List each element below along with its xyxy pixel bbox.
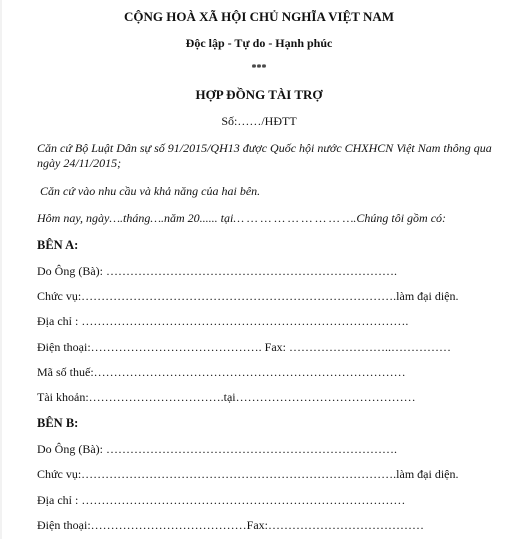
contract-number: Số:……/HĐTT: [221, 114, 297, 128]
country-heading: CỘNG HOÀ XÃ HỘI CHỦ NGHĨA VIỆT NAM: [123, 9, 395, 24]
party-a-phone: Điện thoại:……………………………………. Fax: ……………………..……………: [37, 340, 451, 354]
party-a-position: Chức vụ:…………………………………………………………………….làm đại diện.: [37, 289, 459, 303]
party-b-phone: Điện thoại:…………………………………Fax:…………………………………: [37, 518, 424, 532]
motto: Độc lập - Tự do - Hạnh phúc: [185, 36, 333, 50]
party-a-heading: BÊN A:: [37, 238, 79, 252]
party-b-address: Địa chỉ : ………………………………………………………………………: [37, 493, 406, 507]
legal-basis-line-2: ngày 24/11/2015;: [37, 156, 122, 170]
legal-basis-line-1: Căn cứ Bộ Luật Dân sự số 91/2015/QH13 được Quốc hội nước CHXHCN Việt Nam thông qua: [37, 141, 492, 155]
party-a-bank-account: Tài khoản:…………………………….tại………………………………………: [37, 390, 416, 404]
party-a-name: Do Ông (Bà): ……………………………………………………………….: [37, 264, 397, 278]
page-edge: [0, 0, 2, 539]
party-a-address: Địa chỉ : ……………………………………………………………………….: [37, 314, 409, 328]
party-b-heading: BÊN B:: [37, 416, 79, 430]
party-b-name: Do Ông (Bà): ……………………………………………………………….: [37, 442, 397, 456]
party-a-tax-code: Mã số thuế:……………………………………………………………………: [37, 365, 406, 379]
stars-divider: ***: [251, 63, 267, 74]
party-b-position: Chức vụ:…………………………………………………………………….làm đại diện.: [37, 467, 459, 481]
today-line: Hôm nay, ngày….tháng….năm 20...... tại… … … … … … … … ….Chúng tôi gồm có:: [37, 211, 447, 225]
needs-basis: Căn cứ vào nhu cầu và khả năng của hai bên.: [40, 184, 261, 198]
contract-title: HỢP ĐỒNG TÀI TRỢ: [195, 87, 323, 102]
